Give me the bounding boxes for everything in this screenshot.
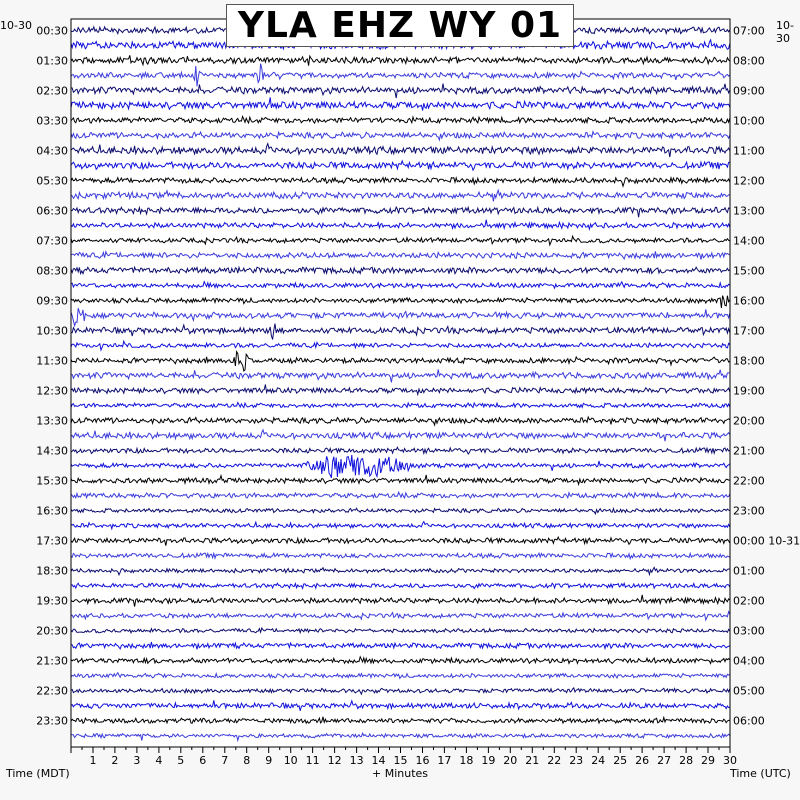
right-time-label: 07:00: [733, 24, 765, 38]
x-tick-label: 14: [371, 754, 386, 767]
x-tick-label: 19: [481, 754, 496, 767]
x-tick-label: 21: [525, 754, 540, 767]
right-time-label: 11:00: [733, 144, 765, 158]
left-time-label: 22:30: [36, 684, 68, 698]
left-time-label: 07:30: [36, 234, 68, 248]
left-time-label: 17:30: [36, 534, 68, 548]
x-tick-label: 15: [393, 754, 408, 767]
left-time-label: 13:30: [36, 414, 68, 428]
left-time-label: 19:30: [36, 594, 68, 608]
right-time-label: 20:00: [733, 414, 765, 428]
x-tick-label: 7: [221, 754, 229, 767]
right-time-label: 02:00: [733, 594, 765, 608]
x-axis-label: + Minutes: [372, 767, 429, 780]
left-time-label: 08:30: [36, 264, 68, 278]
x-tick-label: 25: [613, 754, 628, 767]
right-time-label: 08:00: [733, 54, 765, 68]
left-time-label: 04:30: [36, 144, 68, 158]
x-tick-label: 9: [265, 754, 273, 767]
x-tick-label: 20: [503, 754, 518, 767]
left-time-label: 12:30: [36, 384, 68, 398]
left-time-label: 14:30: [36, 444, 68, 458]
right-time-label: 13:00: [733, 204, 765, 218]
left-time-label: 16:30: [36, 504, 68, 518]
x-tick-label: 29: [701, 754, 715, 767]
left-time-label: 18:30: [36, 564, 68, 578]
x-tick-label: 17: [437, 754, 452, 767]
left-axis-caption: Time (MDT): [6, 767, 70, 780]
right-time-label: 03:00: [733, 624, 765, 638]
left-time-label: 21:30: [36, 654, 68, 668]
x-tick-label: 2: [111, 754, 119, 767]
left-time-label: 01:30: [36, 54, 68, 68]
right-time-label: 06:00: [733, 714, 765, 728]
right-time-label: 14:00: [733, 234, 765, 248]
right-time-label: 18:00: [733, 354, 765, 368]
top-right-date: 10-30: [776, 19, 794, 45]
top-left-date: 10-30: [0, 19, 32, 32]
right-time-label: 15:00: [733, 264, 765, 278]
right-time-label: 05:00: [733, 684, 765, 698]
x-tick-label: 5: [177, 754, 185, 767]
x-tick-label: 18: [459, 754, 474, 767]
x-tick-label: 11: [305, 754, 320, 767]
x-tick-label: 4: [155, 754, 163, 767]
left-time-label: 03:30: [36, 114, 68, 128]
left-time-label: 06:30: [36, 204, 68, 218]
x-tick-label: 1: [89, 754, 97, 767]
right-time-label: 04:00: [733, 654, 765, 668]
x-tick-label: 28: [679, 754, 694, 767]
right-time-label: 21:00: [733, 444, 765, 458]
left-time-label: 09:30: [36, 294, 68, 308]
x-tick-label: 3: [133, 754, 141, 767]
x-tick-label: 30: [723, 754, 737, 767]
x-tick-label: 23: [569, 754, 584, 767]
x-tick-label: 6: [199, 754, 207, 767]
x-tick-label: 10: [283, 754, 298, 767]
x-tick-label: 13: [349, 754, 364, 767]
right-time-label: 10:00: [733, 114, 765, 128]
right-time-label: 23:00: [733, 504, 765, 518]
x-tick-label: 22: [547, 754, 562, 767]
x-tick-label: 26: [635, 754, 650, 767]
plot-area: [71, 19, 730, 747]
right-axis-caption: Time (UTC): [730, 767, 791, 780]
left-time-label: 02:30: [36, 84, 68, 98]
x-tick-label: 24: [591, 754, 606, 767]
right-time-label: 17:00: [733, 324, 765, 338]
right-time-label: 00:00 10-31: [733, 534, 800, 548]
left-time-label: 20:30: [36, 624, 68, 638]
right-time-label: 19:00: [733, 384, 765, 398]
left-time-label: 23:30: [36, 714, 68, 728]
right-time-label: 22:00: [733, 474, 765, 488]
right-time-label: 09:00: [733, 84, 765, 98]
x-tick-label: 16: [415, 754, 430, 767]
left-time-label: 11:30: [36, 354, 68, 368]
left-time-label: 10:30: [36, 324, 68, 338]
left-time-label: 05:30: [36, 174, 68, 188]
x-tick-label: 27: [657, 754, 672, 767]
right-time-label: 16:00: [733, 294, 765, 308]
x-tick-label: 12: [327, 754, 342, 767]
x-tick-label: 8: [243, 754, 251, 767]
left-time-label: 15:30: [36, 474, 68, 488]
right-time-label: 01:00: [733, 564, 765, 578]
right-time-label: 12:00: [733, 174, 765, 188]
chart-title: YLA EHZ WY 01: [226, 4, 574, 47]
left-time-label: 00:30: [36, 24, 68, 38]
